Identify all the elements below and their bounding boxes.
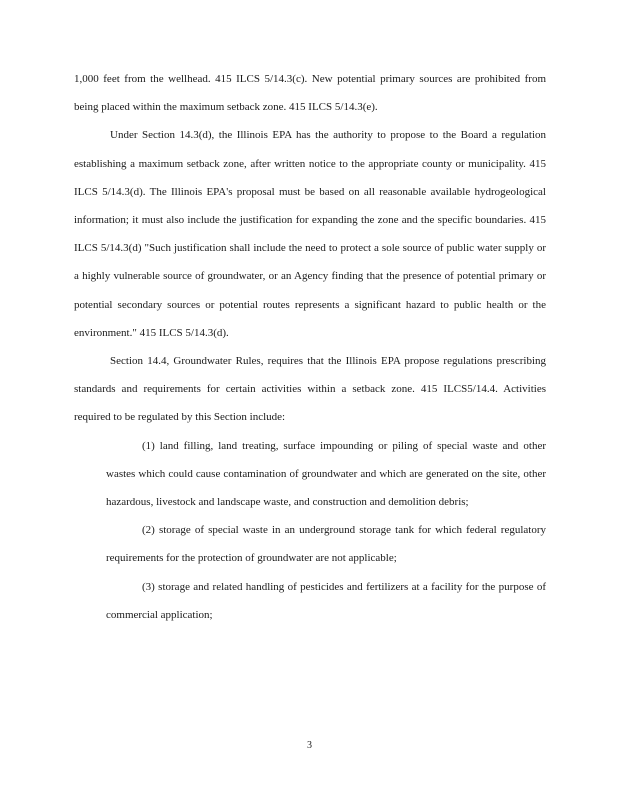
list-item: (3) storage and related handling of pesticides and fertilizers at a facility for the purpose of commercial application; (106, 580, 546, 621)
paragraph-continuation: 1,000 feet from the wellhead. 415 ILCS 5/14.3(c). New potential primary sources are prohibited from being placed within the maximum setback zone. 415 ILCS 5/14.3(e). (74, 73, 546, 114)
activity-list (106, 432, 546, 629)
paragraph-section-14-3d: Under Section 14.3(d), the Illinois EPA has the authority to propose to the Board a regulation establishing a maximum setback zone, after written notice to the appropriate county or municipality. 415 ILCS 5/14.3(d). The Illinois EPA's proposal must be based on all reasonable available hydrogeological information; it must also include the justification for expanding the zone and the specific boundaries. 415 ILCS 5/14.3(d) "Such justification shall include the need to protect a sole source of public water supply or a highly vulnerable source of groundwater, or an Agency finding that the presence of potential primary or potential secondary sources or potential routes represents a significant hazard to public health or the environment." 415 ILCS 5/14.3(d). (74, 129, 546, 339)
list-item: (2) storage of special waste in an underground storage tank for which federal regulatory requirements for the protection of groundwater are not applicable; (106, 524, 546, 565)
list-item: (1) land filling, land treating, surface impounding or piling of special waste and other wastes which could cause contamination of groundwater and which are generated on the site, other hazardous, livestock and landscape waste, and construction and demolition debris; (106, 439, 546, 509)
document-body (74, 65, 546, 629)
page-number: 3 (307, 740, 312, 751)
paragraph-section-14-4: Section 14.4, Groundwater Rules, requires that the Illinois EPA propose regulations prescribing standards and requirements for certain activities within a setback zone. 415 ILCS5/14.4. Activities required to be regulated by this Section include: (74, 355, 546, 424)
